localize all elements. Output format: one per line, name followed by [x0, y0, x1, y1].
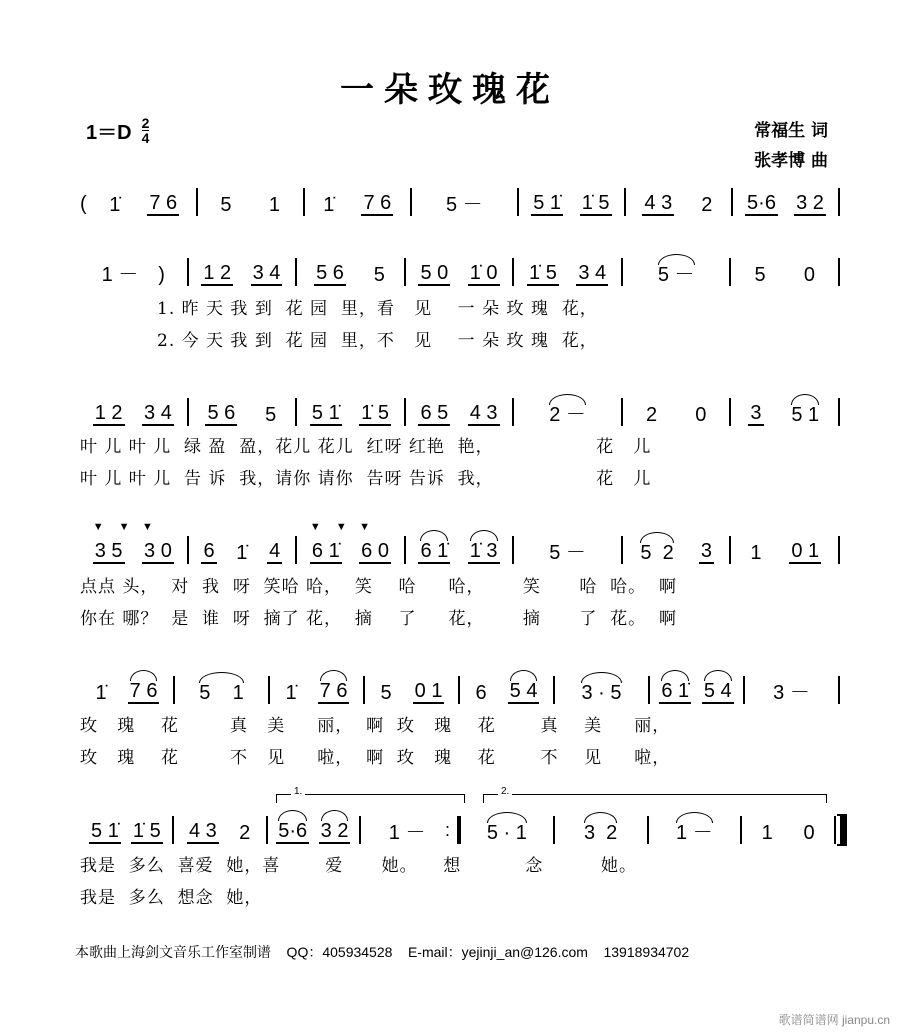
note-group [147, 192, 179, 216]
notes: 5 1 [199, 682, 244, 704]
notes: 1 － [676, 822, 713, 844]
note-group [218, 194, 233, 216]
measure [623, 264, 730, 286]
paren: ( [80, 193, 87, 215]
notes: 5 1̇ [311, 402, 340, 424]
notes: 4 3 [188, 820, 217, 842]
measure [623, 540, 730, 564]
accent-icon: ▼ [359, 521, 377, 533]
note-group [508, 680, 540, 704]
lyric-line: 叶 儿 叶 儿 绿 盈 盈，花儿 花儿 红呀 红艳 艳， 花 儿 [80, 437, 652, 457]
note-group [359, 521, 391, 564]
notes: 7 6 [319, 680, 348, 702]
note-group [579, 682, 623, 704]
notes: 5 1 [791, 404, 820, 426]
measure [649, 822, 741, 844]
measure [733, 192, 838, 216]
notes: 2 － [549, 404, 586, 426]
time-signature [142, 116, 150, 145]
note-group [187, 820, 219, 844]
notes: 0 1 [791, 540, 820, 562]
measure [742, 822, 834, 844]
note-group [197, 682, 245, 704]
note-group [468, 402, 500, 426]
notation-row [80, 186, 840, 216]
notes: 1̇ 5 [132, 820, 161, 842]
notes: 5·6 [278, 820, 308, 842]
note-group [485, 822, 529, 844]
volta-1 [276, 786, 465, 803]
notes: 5 6 [316, 262, 344, 284]
notes: 6 1̇ [420, 540, 449, 562]
final-barline [834, 816, 840, 844]
note-group [760, 822, 775, 844]
notes: 3 [750, 402, 762, 424]
notes: 1̇ [109, 194, 121, 216]
note-group [444, 194, 485, 216]
measure [80, 521, 187, 564]
note-group [94, 682, 109, 704]
note-group [693, 404, 708, 426]
note-group [267, 540, 282, 564]
barline [838, 676, 840, 704]
notes: 5 0 [420, 262, 449, 284]
note-group [468, 540, 500, 564]
measure [365, 680, 458, 704]
lyric-line: 玫 瑰 花 真 美 丽， 啊 玫 瑰 花 真 美 丽， [80, 716, 671, 736]
accent-icon: ▼ ▼ [92, 521, 136, 533]
note-group [699, 194, 714, 216]
notes: 1̇ 5 [581, 192, 610, 214]
measure [268, 820, 360, 844]
measure [80, 820, 172, 844]
notes: 2 [239, 822, 251, 844]
accent-icon: ▼ ▼ [309, 521, 353, 533]
notes: 5·6 [747, 192, 776, 214]
notation-row [80, 814, 840, 844]
note-group [142, 402, 174, 426]
note-group [802, 822, 817, 844]
notes: 3 － [773, 682, 810, 704]
lyric-line: 我是 多么 想念 她， [80, 888, 263, 908]
measure [460, 680, 553, 704]
lyric-line: 2. 今 天 我 到 花 园 里，不 见 一 朵 玫 瑰 花， [157, 331, 598, 351]
notes: 7 6 [363, 192, 392, 214]
notes: 6 1̇ [311, 540, 340, 562]
notes: 3 4 [144, 402, 172, 424]
notes: 5 6 [207, 402, 236, 424]
note-group [309, 521, 353, 564]
notes: 1 [268, 194, 281, 216]
notes: 0 [803, 264, 815, 286]
measure [406, 540, 513, 564]
measure [519, 192, 624, 216]
measure [555, 682, 648, 704]
note-group [359, 402, 391, 426]
measure [361, 822, 453, 844]
notes: 6 [475, 682, 487, 704]
measure [91, 192, 196, 216]
notes: 1 2 [203, 262, 232, 284]
note-group [576, 262, 608, 286]
note-group [656, 264, 697, 286]
note-group [131, 820, 163, 844]
notes: 3 2 [583, 822, 618, 844]
notes: 4 [269, 540, 281, 562]
measure [514, 262, 621, 286]
notes: 1̇ [323, 194, 335, 216]
lyric-line: 玫 瑰 花 不 见 啦， 啊 玫 瑰 花 不 见 啦， [80, 748, 671, 768]
notes: 5 － [549, 542, 586, 564]
note-group [205, 402, 237, 426]
notes: 5 4 [703, 680, 732, 702]
note-group [92, 521, 136, 564]
measure [198, 194, 303, 216]
composer: 张孝博 曲 [754, 151, 828, 171]
notation-row [80, 674, 840, 704]
barline [838, 188, 840, 216]
note-group [201, 262, 233, 286]
notes: 1̇ 0 [469, 262, 498, 284]
lyricist: 常福生 词 [754, 121, 828, 141]
notes: 6 5 [420, 402, 449, 424]
note-group [638, 542, 675, 564]
accent-icon: ▼ [142, 521, 159, 533]
note-group [789, 540, 821, 564]
notes: 5 － [445, 194, 483, 216]
notes: 5 [373, 264, 385, 286]
note-group [142, 521, 174, 564]
notes: 3 5 [94, 540, 123, 562]
note-group [361, 192, 393, 216]
notes: 1 － ) [101, 264, 165, 286]
song-title: 一朵玫瑰花 [340, 70, 560, 110]
notes: 5 － [657, 264, 695, 286]
note-group [234, 542, 249, 564]
notes: 2 [645, 404, 658, 426]
volta-1-label: 1. [291, 786, 305, 797]
note-group [580, 192, 612, 216]
note-group [789, 404, 821, 426]
notes: 4 3 [644, 192, 673, 214]
notes: 5 [220, 194, 232, 216]
note-group [128, 680, 160, 704]
notes: 1̇ [236, 542, 248, 564]
measure [174, 820, 266, 844]
note-group [674, 822, 715, 844]
note-group [531, 192, 563, 216]
lyric-line: 1. 昨 天 我 到 花 园 里，看 见 一 朵 玫 瑰 花， [157, 299, 598, 319]
note-group [387, 822, 428, 844]
note-group [418, 540, 450, 564]
notes: 1̇ 3 [469, 540, 498, 562]
note-group [702, 680, 734, 704]
note-group [582, 822, 619, 844]
volta-2-label: 2. [498, 786, 512, 797]
note-group [699, 540, 714, 564]
notes: 1̇ [285, 682, 297, 704]
note-group [284, 682, 299, 704]
note-group [748, 542, 763, 564]
notes: 1 2 [94, 402, 123, 424]
notes: 7 6 [129, 680, 158, 702]
notes: 5 [265, 404, 277, 426]
note-group [753, 264, 768, 286]
measure [555, 822, 647, 844]
notes: 1̇ 5 [529, 262, 557, 284]
measure [297, 262, 404, 286]
measure [745, 682, 838, 704]
note-group [89, 820, 121, 844]
note-group [321, 194, 336, 216]
note-group [318, 680, 350, 704]
barline [838, 398, 840, 426]
notation-row [80, 256, 840, 286]
measure [270, 680, 363, 704]
measure [731, 264, 838, 286]
notes: 5 · 1 [486, 822, 527, 844]
note-group [418, 402, 450, 426]
note-group [468, 262, 500, 286]
notes: 1̇ 5 [361, 402, 389, 424]
barline [838, 536, 840, 564]
notes: 0 [695, 404, 707, 426]
measure [175, 682, 268, 704]
notes: 0 1 [414, 680, 443, 702]
key-signature [86, 116, 149, 145]
notes: 3 · 5 [581, 682, 622, 704]
measure [305, 192, 410, 216]
measure [514, 404, 621, 426]
note-group [263, 404, 278, 426]
measure [406, 402, 513, 426]
note-group [276, 820, 309, 844]
note-group [474, 682, 489, 704]
lyric-line: 叶 儿 叶 儿 告 诉 我，请你 请你 告呀 告诉 我， 花 儿 [80, 469, 652, 489]
lyric-line: 我是 多么 喜爱 她，喜 爱 她。 想 念 她。 [80, 856, 637, 876]
notes: 5 [380, 682, 392, 704]
note-group [771, 682, 812, 704]
notes: 6 [203, 540, 215, 562]
measure [650, 680, 743, 704]
watermark: 歌谱简谱网 jianpu.cn [778, 1013, 890, 1027]
note-group [314, 262, 346, 286]
notation-row [80, 521, 840, 564]
notes: 1̇ [95, 682, 107, 704]
time-top: 2 [141, 115, 150, 131]
notes: 1 [750, 542, 762, 564]
note-group [745, 192, 778, 216]
notes: 5 4 [509, 680, 538, 702]
measure [189, 262, 296, 286]
measure [297, 521, 404, 564]
notes: 3 [700, 540, 712, 562]
note-group [93, 402, 125, 426]
time-bottom: 4 [141, 130, 150, 146]
note-group [310, 402, 342, 426]
note-group [251, 262, 283, 286]
note-group [527, 262, 559, 286]
measure [80, 680, 173, 704]
note-group [379, 682, 394, 704]
footer-credits: 本歌曲上海剑文音乐工作室制谱 QQ：405934528 E-mail：yejinji_an@126.com 13918934702 [75, 944, 690, 960]
note-group [547, 404, 588, 426]
note-group [201, 540, 216, 564]
measure [623, 404, 730, 426]
volta-2 [483, 786, 827, 803]
measure [461, 822, 553, 844]
notes: 5 2 [640, 542, 674, 564]
measure [731, 402, 838, 426]
notes: 6 0 [361, 540, 389, 562]
note-group [237, 822, 252, 844]
barline [838, 258, 840, 286]
notes: 4 3 [469, 402, 498, 424]
notes: 5 1̇ [91, 820, 119, 842]
note-group [642, 192, 674, 216]
notes: 3 4 [252, 262, 281, 284]
notes: 5 1̇ [533, 192, 562, 214]
note-group [644, 404, 659, 426]
note-group [100, 264, 167, 286]
measure [189, 540, 296, 564]
note-group [413, 680, 445, 704]
notes: 3 4 [578, 262, 607, 284]
measure [80, 264, 187, 286]
measure [626, 192, 731, 216]
notes: 2 [701, 194, 713, 216]
notes: 1 － [388, 822, 426, 844]
notes: 1 [761, 822, 773, 844]
measure [80, 402, 187, 426]
note-group [372, 264, 387, 286]
note-group [319, 820, 351, 844]
notes: 5 [754, 264, 766, 286]
repeat-barline [453, 816, 461, 844]
note-group [267, 194, 282, 216]
note-group [802, 264, 817, 286]
key-label: 1＝D [86, 122, 132, 144]
measure [297, 402, 404, 426]
lyric-line: 点点 头， 对 我 呀 笑哈 哈， 笑 哈 哈， 笑 哈 哈。 啊 [80, 577, 677, 597]
note-group [107, 194, 122, 216]
note-group [547, 542, 588, 564]
measure [406, 262, 513, 286]
notes: 6 1̇ [661, 680, 690, 702]
measure [412, 194, 517, 216]
notes: 3 2 [320, 820, 349, 842]
notes: 7 6 [149, 192, 178, 214]
notes: 0 [803, 822, 815, 844]
note-group [794, 192, 826, 216]
measure [731, 540, 838, 564]
measure [514, 542, 621, 564]
note-group [659, 680, 691, 704]
note-group [748, 402, 763, 426]
notes: 3 0 [144, 540, 172, 562]
notes: 3 2 [796, 192, 824, 214]
lyric-line: 你在 哪？ 是 谁 呀 摘了 花， 摘 了 花， 摘 了 花。 啊 [80, 609, 677, 629]
note-group [418, 262, 450, 286]
measure [189, 402, 296, 426]
notation-row [80, 396, 840, 426]
